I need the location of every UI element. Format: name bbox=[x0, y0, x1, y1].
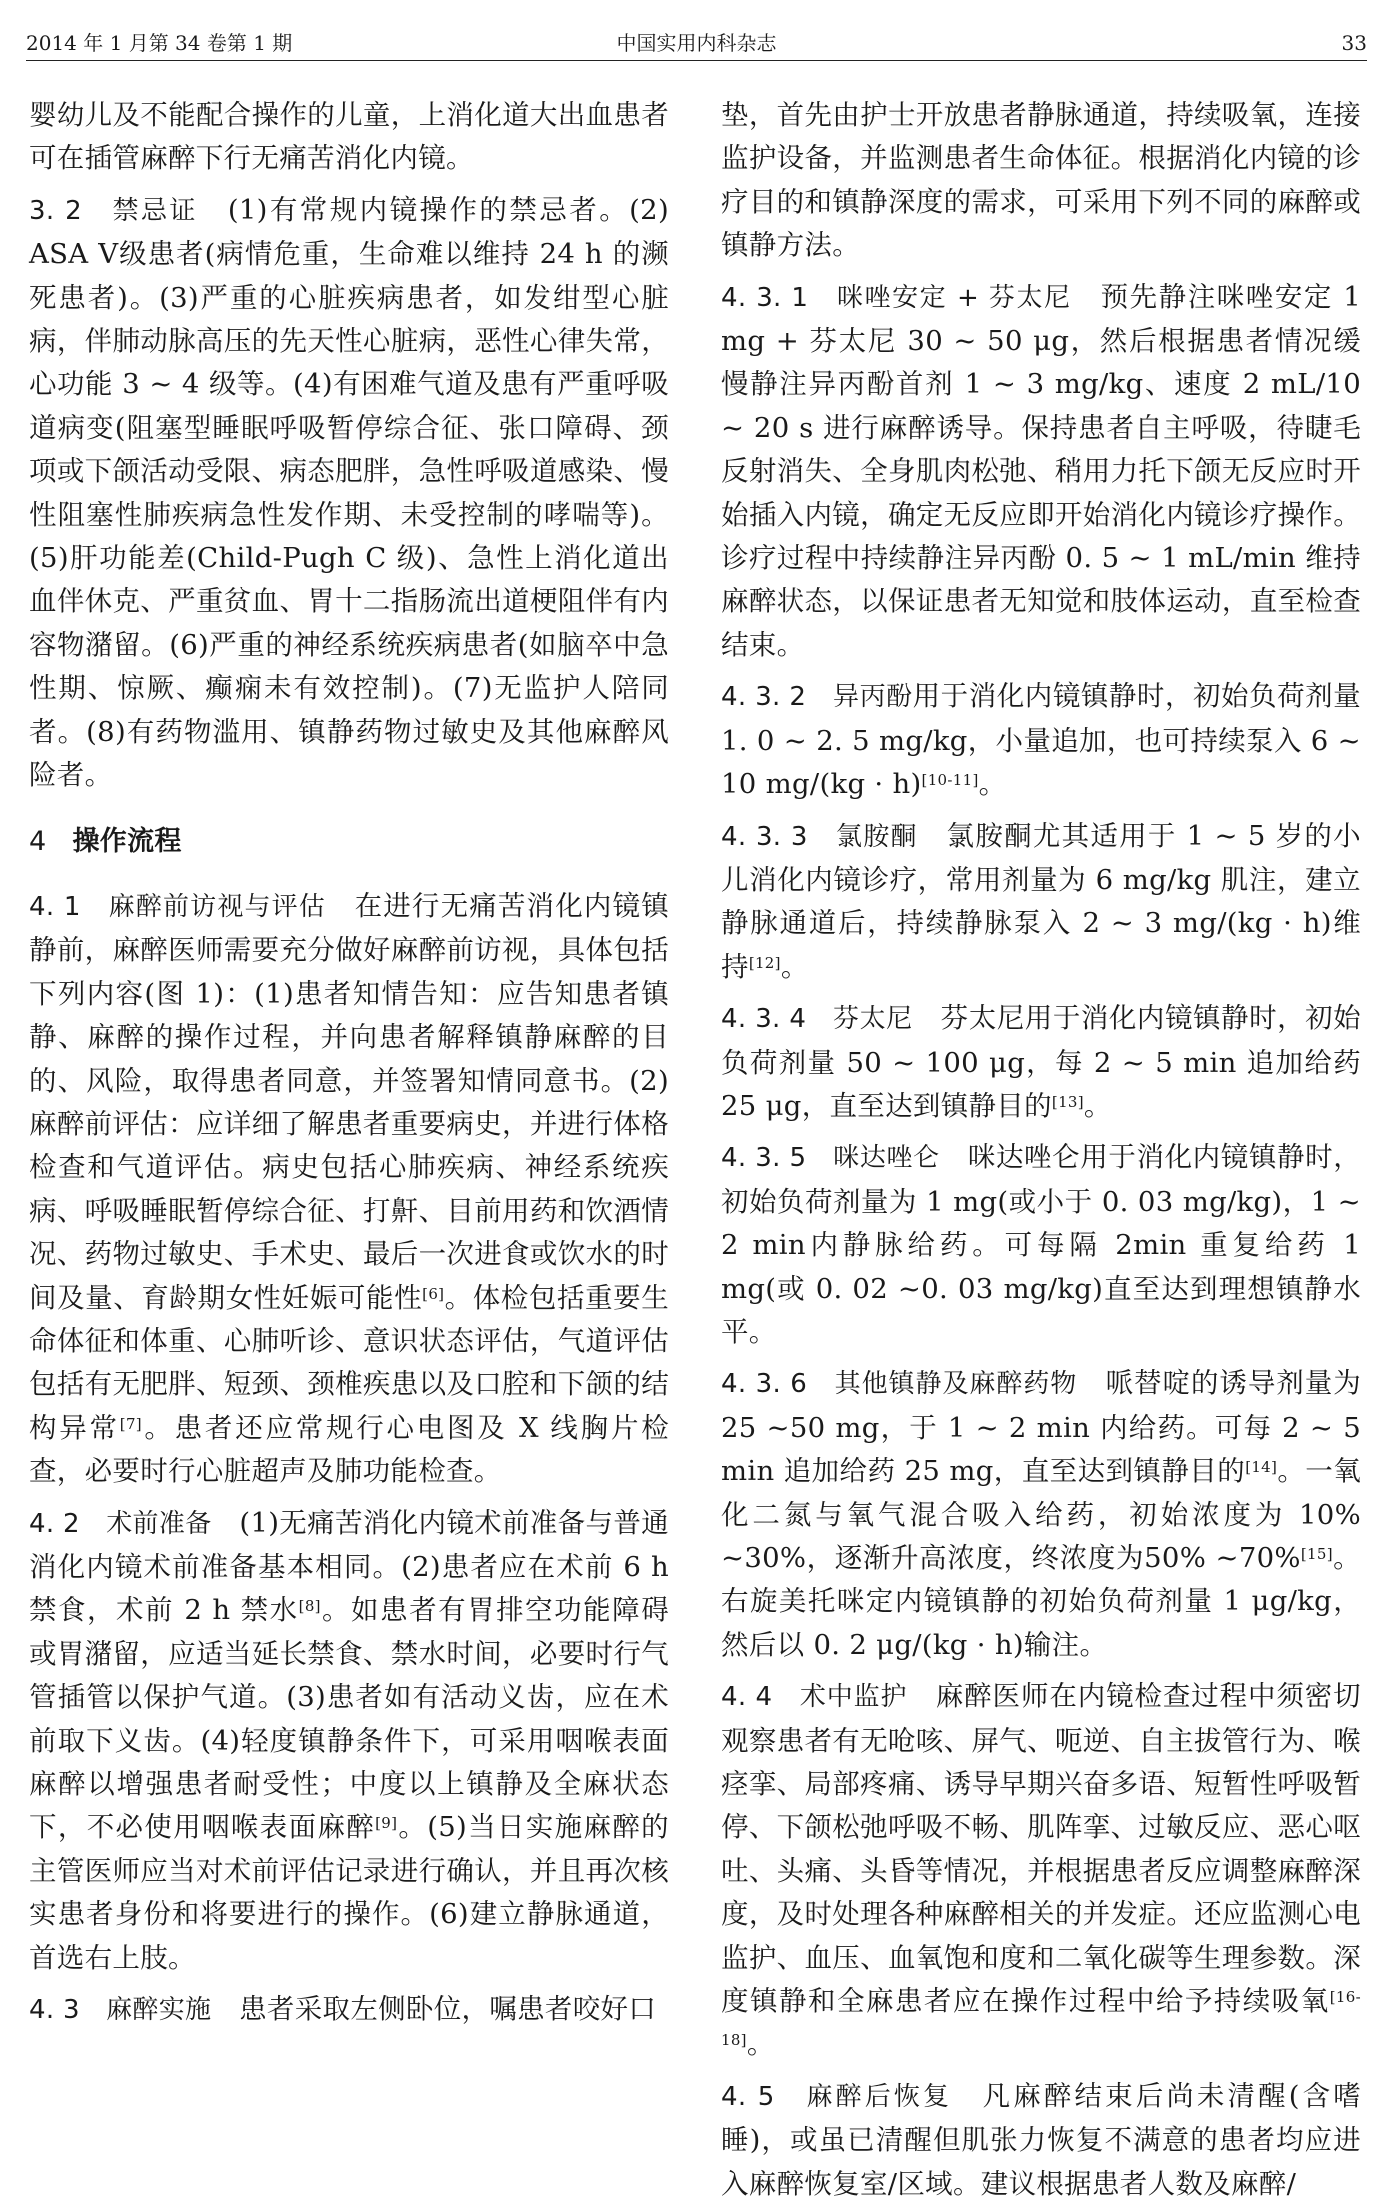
right-column bbox=[721, 94, 1361, 2206]
paragraph-intro: 婴幼儿及不能配合操作的儿童，上消化道大出血患者可在插管麻醉下行无痛苦消化内镜。 bbox=[29, 99, 669, 175]
section-heading: 4. 3. 2 异丙酚 bbox=[721, 682, 913, 713]
citation: [7] bbox=[119, 1414, 142, 1433]
citation: [9] bbox=[375, 1814, 398, 1833]
section-heading: 4. 3. 1 咪唑安定 + 芬太尼 bbox=[721, 282, 1072, 313]
section-heading: 4. 5 麻醉后恢复 bbox=[721, 2081, 953, 2112]
section-4-3-5: 4. 3. 5 咪达唑仑 咪达唑仑用于消化内镜镇静时，初始负荷剂量为 1 mg(或小于 0. 03 mg/kg)，1 ~ 2 min内静脉给药。可每隔 2min 重复给药 1 mg(或 0. 02 ~0. 03 mg/kg)直至达到理想镇静水平。 bbox=[721, 1141, 1361, 1348]
section-4-3-1: 4. 3. 1 咪唑安定 + 芬太尼 预先静注咪唑安定 1 mg + 芬太尼 30 ~ 50 μg，然后根据患者情况缓慢静注异丙酚首剂 1 ~ 3 mg/kg、速度 2 mL/10 ~ 20 s 进行麻醉诱导。保持患者自主呼吸，待睫毛反射消失、全身肌肉松弛、稍用力托下颌无反应时开始插入内镜，确定无反应即开始消化内镜诊疗操作。诊疗过程中持续静注异丙酚 0. 5 ~ 1 mL/min 维持麻醉状态，以保证患者无知觉和肢体运动，直至检查结束。 bbox=[721, 280, 1361, 661]
section-heading: 4. 2 术前准备 bbox=[29, 1508, 212, 1539]
section-4-3-3: 4. 3. 3 氯胺酮 氯胺酮尤其适用于 1 ~ 5 岁的小儿消化内镜诊疗，常用剂量为 6 mg/kg 肌注，建立静脉通道后，持续静脉泵入 2 ~ 3 mg/(kg · h)维持[12]。 bbox=[721, 819, 1361, 983]
page-number: 33 bbox=[1341, 31, 1367, 55]
paragraph-continued: 垫，首先由护士开放患者静脉通道，持续吸氧，连接监护设备，并监测患者生命体征。根据消化内镜的诊疗目的和镇静深度的需求，可采用下列不同的麻醉或镇静方法。 bbox=[721, 99, 1361, 262]
issue-info: 2014 年 1 月第 34 卷第 1 期 bbox=[26, 31, 293, 55]
journal-title: 中国实用内科杂志 bbox=[616, 31, 777, 55]
section-4-3-6: 4. 3. 6 其他镇静及麻醉药物 哌替啶的诱导剂量为 25 ~50 mg，于 1 ~ 2 min 内给药。可每 2 ~ 5 min 追加给药 25 mg，直至达到镇静目的[14]。一氧化二氮与氧气混合吸入给药，初始浓度为 10% ~30%，逐渐升高浓度，终浓度为50% ~70%[15]。右旋美托咪定内镜镇静的初始负荷剂量 1 μg/kg，然后以 0. 2 μg/(kg · h)输注。 bbox=[721, 1367, 1361, 1661]
section-4-3-2: 4. 3. 2 异丙酚用于消化内镜镇静时，初始负荷剂量 1. 0 ~ 2. 5 mg/kg，小量追加，也可持续泵入 6 ~ 10 mg/(kg · h)[10-11]。 bbox=[721, 680, 1361, 801]
citation: [15] bbox=[1300, 1545, 1333, 1563]
citation: [8] bbox=[298, 1597, 321, 1616]
section-heading: 4. 3. 5 咪达唑仑 bbox=[721, 1143, 940, 1174]
citation: [13] bbox=[1051, 1092, 1084, 1111]
section-heading: 4. 3. 6 其他镇静及麻醉药物 bbox=[721, 1369, 1078, 1400]
section-heading: 4. 3 麻醉实施 bbox=[29, 1995, 212, 2026]
section-3-2: 3. 2 禁忌证 (1)有常规内镜操作的禁忌者。(2) ASA Ⅴ级患者(病情危重，生命难以维持 24 h 的濒死患者)。(3)严重的心脏疾病患者，如发绀型心脏病，伴肺动脉高压的先天性心脏病，恶性心律失常，心功能 3 ~ 4 级等。(4)有困难气道及患有严重呼吸道病变(阻塞型睡眠呼吸暂停综合征、张口障碍、颈项或下颌活动受限、病态肥胖，急性呼吸道感染、慢性阻塞性肺疾病急性发作期、未受控制的哮喘等)。(5)肝功能差(Child-Pugh C 级)、急性上消化道出血伴休克、严重贫血、胃十二指肠流出道梗阻伴有内容物潴留。(6)严重的神经系统疾病患者(如脑卒中急性期、惊厥、癫痫未有效控制)。(7)无监护人陪同者。(8)有药物滥用、镇静药物过敏史及其他麻醉风险者。 bbox=[29, 193, 670, 792]
citation: [12] bbox=[748, 953, 781, 972]
section-heading: 3. 2 禁忌证 bbox=[29, 195, 198, 226]
section-4-title: 4 操作流程 bbox=[29, 825, 182, 857]
left-column bbox=[29, 94, 669, 2032]
section-4-2: 4. 2 术前准备 (1)无痛苦消化内镜术前准备与普通消化内镜术前准备基本相同。(2)患者应在术前 6 h 禁食，术前 2 h 禁水[8]。如患者有胃排空功能障碍或胃潴留，应适当延长禁食、禁水时间，必要时行气管插管以保护气道。(3)患者如有活动义齿，应在术前取下义齿。(4)轻度镇静条件下，可采用咽喉表面麻醉以增强患者耐受性；中度以上镇静及全麻状态下，不必使用咽喉表面麻醉[9]。(5)当日实施麻醉的主管医师应当对术前评估记录进行确认，并且再次核实患者身份和将要进行的操作。(6)建立静脉通道，首选右上肢。 bbox=[29, 1506, 669, 1974]
section-4-4: 4. 4 术中监护 麻醉医师在内镜检查过程中须密切观察患者有无呛咳、屏气、呃逆、自主拔管行为、喉痉挛、局部疼痛、诱导早期兴奋多语、短暂性呼吸暂停、下颌松弛呼吸不畅、肌阵挛、过敏反应、恶心呕吐、头痛、头昏等情况，并根据患者反应调整麻醉深度，及时处理各种麻醉相关的并发症。还应监测心电监护、血压、血氧饱和度和二氧化碳等生理参数。深度镇静和全麻患者应在操作过程中给予持续吸氧[16-18]。 bbox=[721, 1680, 1361, 2061]
section-heading: 4. 3. 4 芬太尼 bbox=[721, 1004, 913, 1035]
section-4-5: 4. 5 麻醉后恢复 凡麻醉结束后尚未清醒(含嗜睡)，或虽已清醒但肌张力恢复不满意的患者均应进入麻醉恢复室/区域。建议根据患者人数及麻醉/ bbox=[721, 2079, 1361, 2200]
section-4-3-4: 4. 3. 4 芬太尼 芬太尼用于消化内镜镇静时，初始负荷剂量 50 ~ 100 μg，每 2 ~ 5 min 追加给药 25 μg，直至达到镇静目的[13]。 bbox=[721, 1002, 1361, 1122]
citation: [6] bbox=[422, 1284, 445, 1303]
section-4-1: 4. 1 麻醉前访视与评估 在进行无痛苦消化内镜镇静前，麻醉医师需要充分做好麻醉前访视，具体包括下列内容(图 1)：(1)患者知情告知：应告知患者镇静、麻醉的操作过程，并向患者解释镇静麻醉的目的、风险，取得患者同意，并签署知情同意书。(2)麻醉前评估：应详细了解患者重要病史，并进行体格检查和气道评估。病史包括心肺疾病、神经系统疾病、呼吸睡眠暂停综合征、打鼾、目前用药和饮酒情况、药物过敏史、手术史、最后一次进食或饮水的时间及量、育龄期女性妊娠可能性[6]。体检包括重要生命体征和体重、心肺听诊、意识状态评估，气道评估包括有无肥胖、短颈、颈椎疾患以及口腔和下颌的结构异常[7]。患者还应常规行心电图及 X 线胸片检查，必要时行心脏超声及肺功能检查。 bbox=[29, 889, 670, 1488]
citation: [14] bbox=[1245, 1458, 1278, 1477]
section-heading: 4. 1 麻醉前访视与评估 bbox=[29, 891, 326, 922]
section-heading: 4. 3. 3 氯胺酮 bbox=[721, 821, 918, 852]
section-heading: 4. 4 术中监护 bbox=[721, 1682, 908, 1713]
citation: [16-18] bbox=[721, 1988, 1361, 2050]
section-4-3: 4. 3 麻醉实施 患者采取左侧卧位，嘱患者咬好口 bbox=[29, 1993, 657, 2026]
running-header bbox=[26, 26, 1367, 61]
citation: [10-11] bbox=[921, 771, 979, 790]
